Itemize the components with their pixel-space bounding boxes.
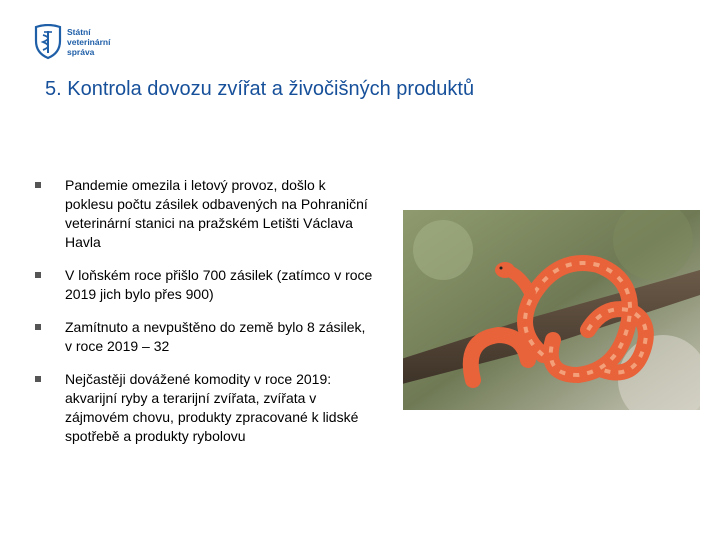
bullet-text-bold: Zamítnuto a nevpuštěno do země bylo 8 zásilek, [65,319,366,335]
bullet-text-bold: Nejčastěji dovážené komodity v roce 2019 [65,371,328,387]
bullet-text-bold: došlo k poklesu počtu zásilek odbavených na Pohraniční veterinární stanici [65,177,368,231]
bullet-item [35,370,375,446]
logo-line-3: správa [67,47,95,57]
bullet-marker-icon [35,182,41,188]
logo-line-2: veterinární [67,37,111,47]
bullet-marker-icon [35,272,41,278]
bullet-item [35,318,375,356]
bullet-list [35,176,375,460]
bullet-text-part: v roce 2019 – 32 [65,338,170,354]
logo-line-1: Státní [67,27,91,37]
bullet-text-part: Pandemie omezila i letový provoz, [65,177,282,193]
bullet-marker-icon [35,376,41,382]
bullet-item [35,176,375,252]
bullet-text-part: na pražském Letišti Václava Havla [65,215,353,250]
svs-shield-icon [33,24,63,60]
slide-title: 5. Kontrola dovozu zvířat a živočišných produktů [45,78,475,100]
bullet-marker-icon [35,324,41,330]
bullet-text-part: : akvarijní ryby a terarijní zvířata, zvířata v zájmovém chovu, produkty zpracované k lidské spotřebě a produkty rybolovu [65,371,359,444]
bullet-text-part: (zatímco v roce 2019 jich bylo přes 900) [65,267,373,302]
bullet-item [35,266,375,304]
bullet-text-bold: V loňském roce přišlo 700 zásilek [65,267,273,283]
logo [33,24,123,60]
logo-text [67,27,110,57]
snake-photo [403,210,700,410]
